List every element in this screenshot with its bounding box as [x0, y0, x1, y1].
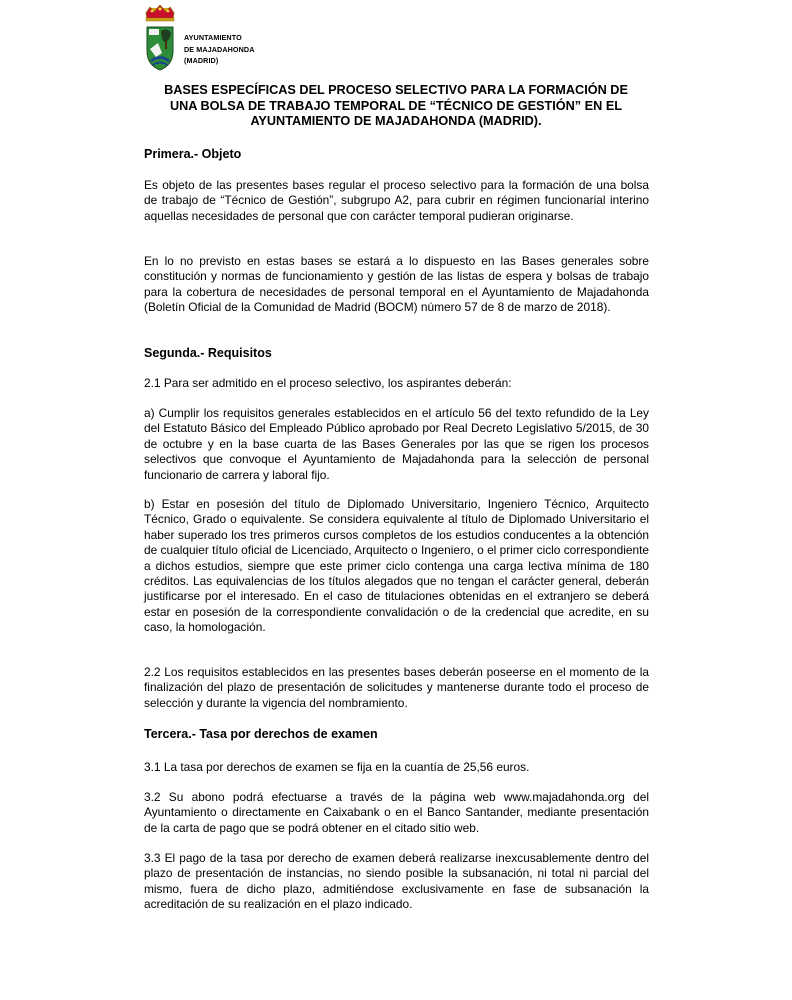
letterhead: [140, 5, 340, 75]
org-line: DE MAJADAHONDA: [184, 44, 255, 54]
paragraph-2-1: 2.1 Para ser admitido en el proceso selectivo, los aspirantes deberán:: [144, 376, 512, 390]
organization-name: [184, 32, 254, 67]
title-line: UNA BOLSA DE TRABAJO TEMPORAL DE “TÉCNICO DE GESTIÓN” EN EL: [169, 98, 623, 113]
paragraph-3-3: 3.3 El pago de la tasa por derecho de examen deberá realizarse inexcusablemente dentro del plazo de presentación de instancias, no siendo posible la subsanación, ni total ni parcial del mismo, fuera de dicho plazo, admitiéndose exclusivamente en fase de subsanación la acreditación de su realización en el plazo indicado.: [144, 851, 649, 912]
title-line: AYUNTAMIENTO DE MAJADAHONDA (MADRID).: [250, 114, 542, 128]
section-heading-primera: Primera.- Objeto: [144, 147, 242, 161]
section-heading-segunda: Segunda.- Requisitos: [144, 346, 272, 360]
org-line: AYUNTAMIENTO: [184, 33, 242, 42]
paragraph-3-2: 3.2 Su abono podrá efectuarse a través de la página web www.majadahonda.org del Ayuntamiento o directamente en Caixabank o en el Banco Santander, mediante presentación de la carta de pago que se podrá obtener en el citado sitio web.: [144, 790, 649, 835]
document-title: [144, 83, 648, 130]
paragraph-2-2: 2.2 Los requisitos establecidos en las presentes bases deberán poseerse en el momento de la finalización del plazo de presentación de solicitudes y mantenerse durante todo el proceso de selección y durante la vigencia del nombramiento.: [144, 665, 649, 710]
paragraph-requisito-b: b) Estar en posesión del título de Diplomado Universitario, Ingeniero Técnico, Arquitecto Técnico, Grado o equivalente. Se considera equivalente al título de Diplomado Universitario el haber superado los tres primeros cursos completos de los estudios conducentes a la obtención de cualquier título oficial de Licenciado, Arquitecto o Ingeniero, o el primer ciclo correspondiente a dichos estudios, siempre que este primer ciclo contenga una carga lectiva mínima de 180 créditos. Las equivalencias de los títulos alegados que no tengan el carácter general, deberán justificarse por el interesado. En el caso de titulaciones obtenidas en el extranjero se deberá estar en posesión de la correspondiente convalidación o de la credencial que acredite, en su caso, la homologación.: [144, 497, 649, 635]
title-line: BASES ESPECÍFICAS DEL PROCESO SELECTIVO PARA LA FORMACIÓN DE: [164, 83, 628, 97]
section-heading-tercera: Tercera.- Tasa por derechos de examen: [144, 727, 378, 741]
paragraph-normativa: En lo no previsto en estas bases se estará a lo dispuesto en las Bases generales sobre constitución y normas de funcionamiento y gestión de las listas de espera y bolsas de trabajo para la cobertura de necesidades de personal temporal en el Ayuntamiento de Majadahonda (Boletín Oficial de la Comunidad de Madrid (BOCM) número 57 de 8 de marzo de 2018).: [144, 254, 649, 315]
paragraph-requisito-a: a) Cumplir los requisitos generales establecidos en el artículo 56 del texto refundido de la Ley del Estatuto Básico del Empleado Público aprobado por Real Decreto Legislativo 5/2015, de 30 de octubre y en la base cuarta de las Bases Generales por las que se rigen los procesos selectivos que convoque el Ayuntamiento de Majadahonda para la selección de personal funcionario de carrera y laboral fijo.: [144, 406, 649, 482]
coat-of-arms-icon: [140, 5, 180, 73]
org-line: (MADRID): [184, 56, 219, 65]
paragraph-3-1: 3.1 La tasa por derechos de examen se fija en la cuantía de 25,56 euros.: [144, 760, 530, 774]
paragraph-objeto: Es objeto de las presentes bases regular el proceso selectivo para la formación de una bolsa de trabajo de “Técnico de Gestión”, subgrupo A2, para cubrir en régimen funcionarial interino aquellas necesidades de personal que con carácter temporal pudieran originarse.: [144, 178, 649, 223]
